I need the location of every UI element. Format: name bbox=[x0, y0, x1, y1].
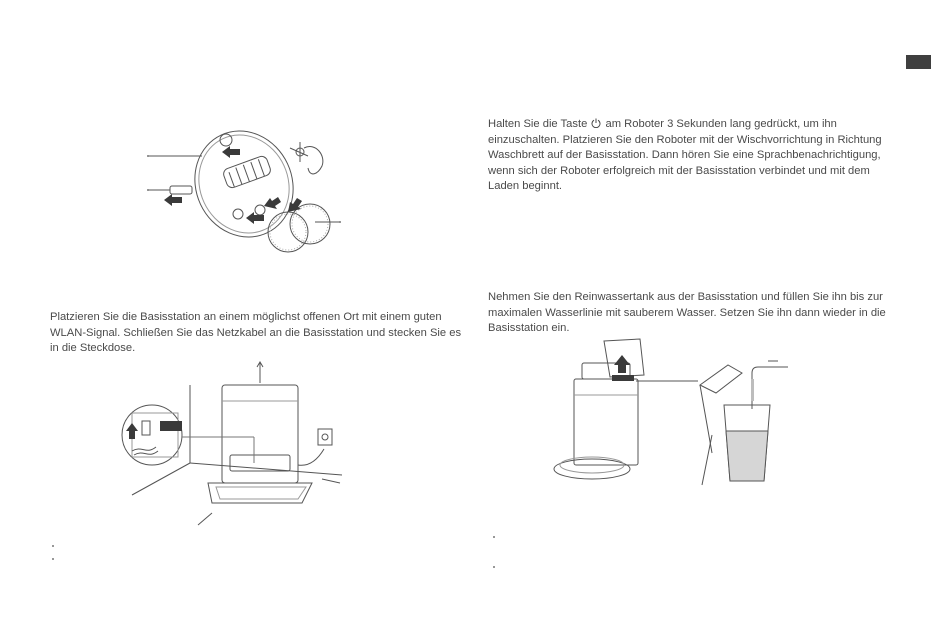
illustration-base-station-placement bbox=[112, 355, 352, 530]
power-icon bbox=[591, 118, 601, 128]
text-line: Laden beginnt. bbox=[488, 180, 563, 192]
arrow-icon bbox=[614, 355, 630, 373]
text-line: Waschbrett auf der Basisstation. Dann hören Sie eine Sprachbenachrichtigung, bbox=[488, 149, 881, 161]
text-line: maximalen Wasserlinie mit sauberem Wasser. Setzen Sie ihn dann wieder in die bbox=[488, 306, 886, 319]
page-tab-marker bbox=[906, 55, 931, 69]
text-line: Basisstation ein. bbox=[488, 322, 570, 334]
paragraph-fill-tank bbox=[488, 290, 886, 337]
bullet-dot bbox=[52, 545, 54, 547]
text-line: wenn sich der Roboter erfolgreich mit der Basisstation verbindet und mit dem bbox=[488, 164, 870, 177]
paragraph-power-on bbox=[488, 117, 882, 195]
illustration-fill-water-tank bbox=[552, 335, 812, 495]
text-line: Nehmen Sie den Reinwassertank aus der Basisstation und füllen Sie ihn bis zur bbox=[488, 291, 883, 303]
bullet-dot bbox=[493, 566, 495, 568]
illustration-robot-underside bbox=[140, 122, 360, 262]
text-line: am Roboter 3 Sekunden lang gedrückt, um ihn bbox=[602, 118, 837, 130]
text-line: WLAN-Signal. Schließen Sie das Netzkabel an die Basisstation und stecken Sie es bbox=[50, 326, 462, 339]
bullet-dot bbox=[52, 558, 54, 560]
arrow-icon bbox=[126, 423, 138, 439]
text-line: Halten Sie die Taste bbox=[488, 118, 591, 130]
text-line: in die Steckdose. bbox=[50, 342, 136, 354]
text-line: Platzieren Sie die Basisstation an einem möglichst offenen Ort mit einem guten bbox=[50, 311, 442, 323]
bullet-dot bbox=[493, 536, 495, 538]
paragraph-placement bbox=[50, 310, 461, 357]
text-line: einzuschalten. Platzieren Sie den Roboter mit der Wischvorrichtung in Richtung bbox=[488, 133, 882, 146]
